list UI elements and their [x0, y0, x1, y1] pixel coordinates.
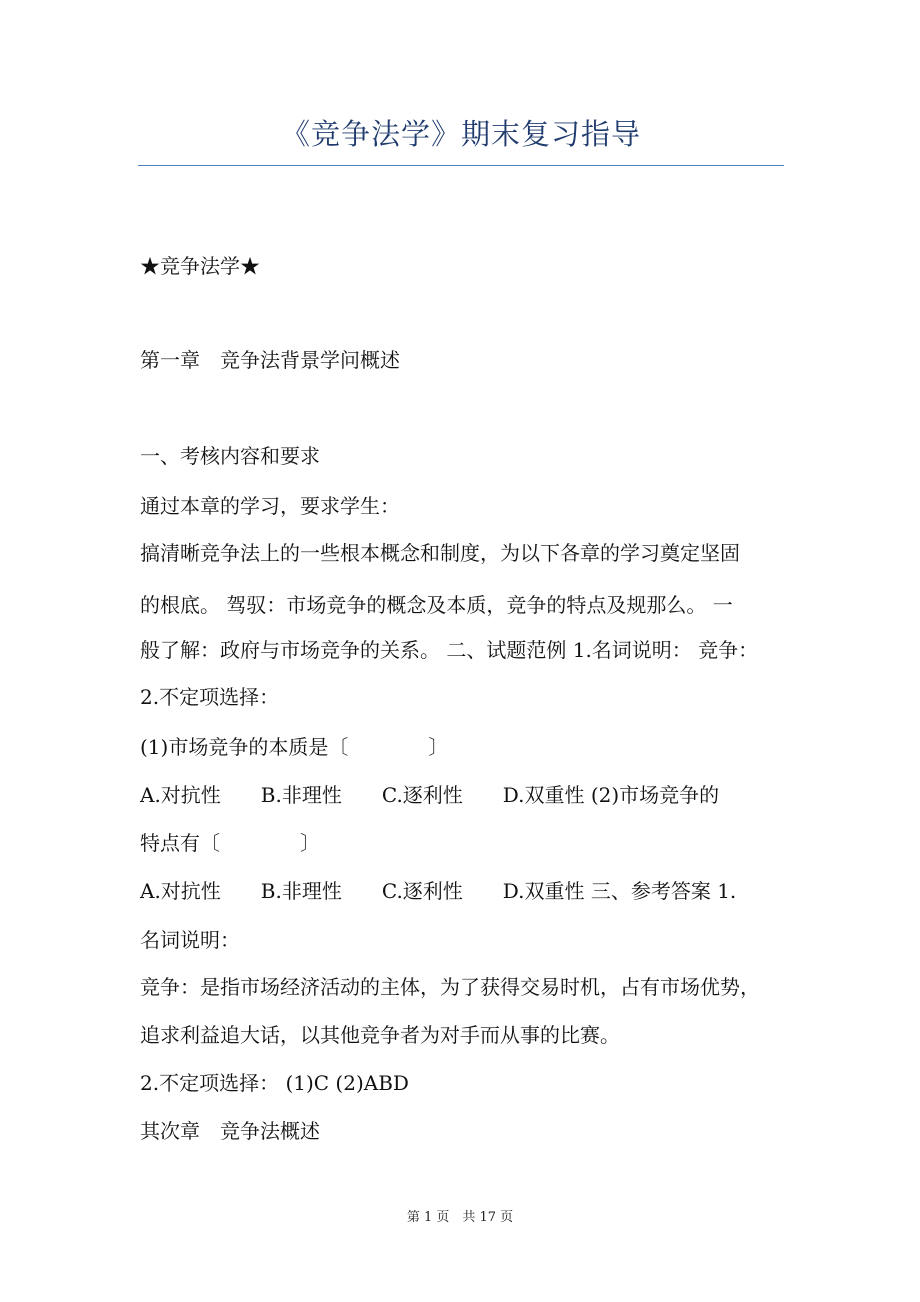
page-footer: 第 1 页 共 17 页 — [406, 1210, 514, 1225]
paragraph-line: 通过本章的学习，要求学生： — [140, 494, 400, 518]
paragraph-line: 追求利益追大话，以其他竞争者为对手而从事的比赛。 — [140, 1023, 620, 1047]
title-underline — [138, 165, 784, 166]
paragraph-line: 2.不定项选择： — [140, 685, 280, 709]
paragraph-line: 的根底。 驾驭：市场竞争的概念及本质，竞争的特点及规那么。 一 — [140, 593, 733, 617]
options-line: A.对抗性 B.非理性 C.逐利性 D.双重性 三、参考答案 1. — [140, 879, 737, 903]
chapter-heading: 其次章 竞争法概述 — [140, 1119, 320, 1143]
paragraph-line: 搞清晰竞争法上的一些根本概念和制度，为以下各章的学习奠定坚固 — [140, 541, 740, 565]
chapter-heading: 第一章 竞争法背景学问概述 — [140, 348, 400, 372]
paragraph-line: 竞争：是指市场经济活动的主体，为了获得交易时机，占有市场优势， — [140, 975, 760, 999]
section-heading: ★竞争法学★ — [140, 254, 260, 278]
paragraph-line: 般了解：政府与市场竞争的关系。 二、试题范例 1.名词说明： 竞争： — [140, 638, 759, 662]
answer-line: 2.不定项选择： (1)C (2)ABD — [140, 1071, 409, 1095]
options-line: A.对抗性 B.非理性 C.逐利性 D.双重性 (2)市场竞争的 — [140, 783, 720, 807]
question-line: 特点有〔 〕 — [140, 831, 320, 855]
question-line: (1)市场竞争的本质是〔 〕 — [140, 735, 449, 759]
paragraph-line: 名词说明： — [140, 928, 240, 952]
document-title: 《竞争法学》期末复习指导 — [280, 117, 641, 151]
subsection-heading: 一、考核内容和要求 — [140, 444, 320, 468]
